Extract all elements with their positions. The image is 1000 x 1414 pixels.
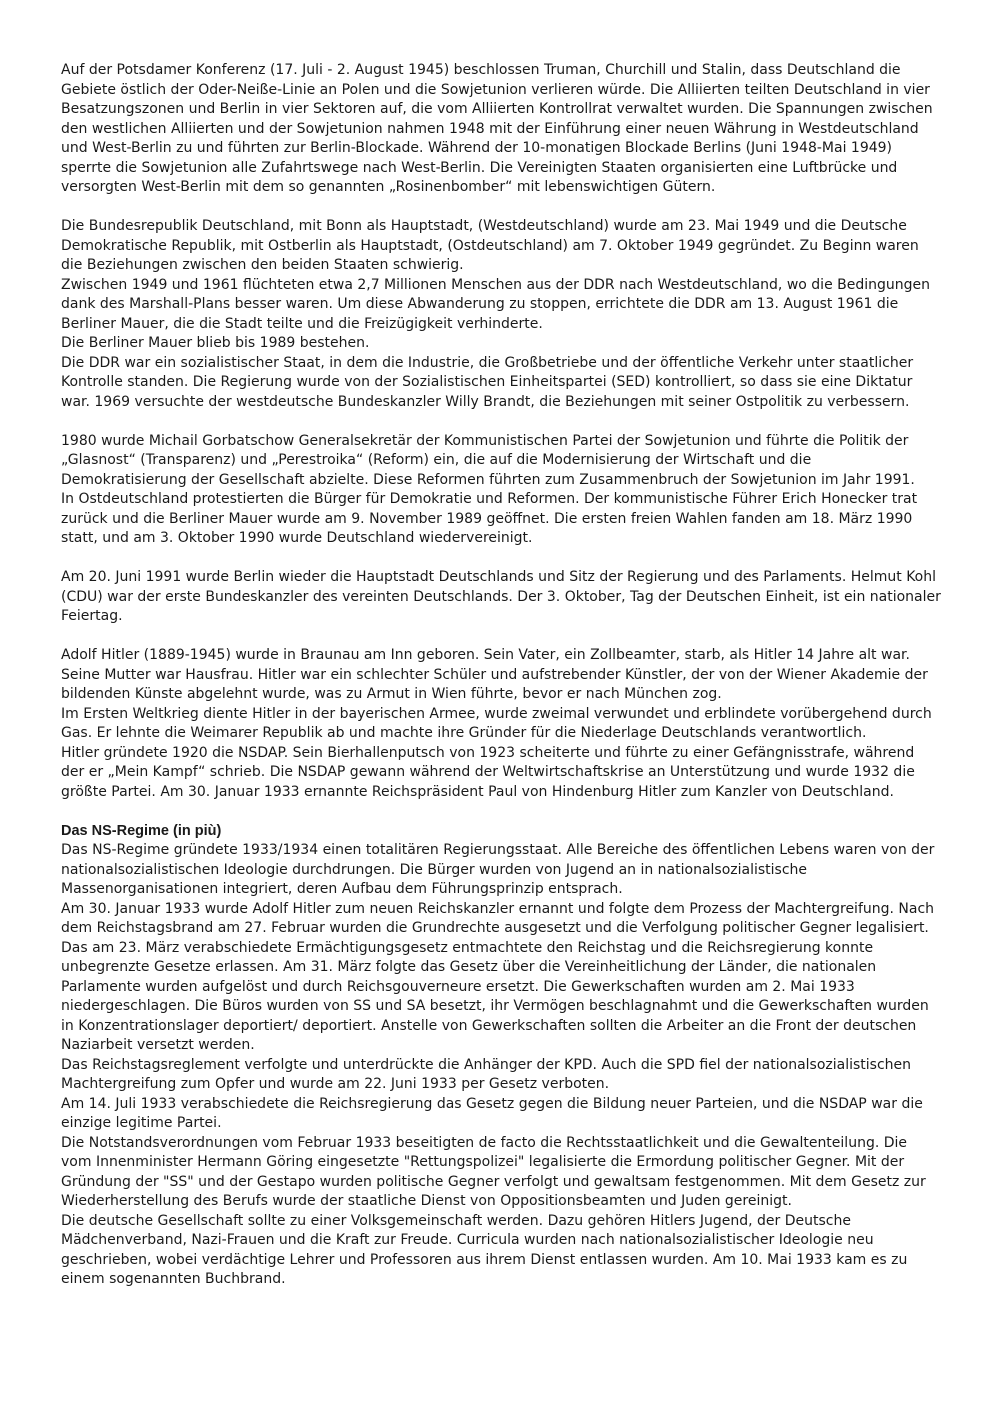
paragraph-brd-ddr (61, 217, 941, 412)
paragraph-line: Zwischen 1949 und 1961 flüchteten etwa 2,7 Millionen Menschen aus der DDR nach Westdeutschland, wo die Bedingungen dank des Marshall-Plans besser waren. Um diese Abwanderung zu stoppen, errichtete die DDR am 13. August 1961 die Berliner Mauer, die die Stadt teilte und die Freizügigkeit verhinderte. (61, 276, 931, 332)
paragraph-line: Am 30. Januar 1933 wurde Adolf Hitler zum neuen Reichskanzler ernannt und folgte dem Prozess der Machtergreifung. Nach dem Reichstagsbrand am 27. Februar wurden die Grundrechte ausgesetzt und die Verfolgung politischer Gegner legalisiert. Das am 23. März verabschiedete Ermächtigungsgesetz entmachtete den Reichstag und die Reichsregierung konnte unbegrenzte Gesetze erlassen. Am 31. März folgte das Gesetz über die Vereinheitlichung der Länder, die nationalen Parlamente wurden aufgelöst und durch Reichsgouverneure ersetzt. Die Gewerkschaften wurden am 2. Mai 1933 niedergeschlagen. Die Büros wurden von SS und SA besetzt, ihr Vermögen beschlagnahmt und die Gewerkschaften wurden in Konzentrationslager deportiert/ deportiert. Anstelle von Gewerkschaften sollten die Arbeiter an die Front der deutschen Naziarbeit versetzt werden. (61, 900, 935, 1053)
paragraph-line: Die Bundesrepublik Deutschland, mit Bonn als Hauptstadt, (Westdeutschland) wurde am 23. Mai 1949 und die Deutsche Demokratische Republik, mit Ostberlin als Hauptstadt, (Ostdeutschland) am 7. Oktober 1949 gegründet. Zu Beginn waren die Beziehungen zwischen den beiden Staaten schwierig. (61, 218, 919, 273)
section-heading: Das NS-Regime (in più) (61, 822, 222, 839)
paragraph-line: In Ostdeutschland protestierten die Bürger für Demokratie und Reformen. Der kommunistische Führer Erich Honecker trat zurück und die Berliner Mauer wurde am 9. November 1989 geöffnet. Die ersten freien Wahlen fanden am 18. März 1990 statt, und am 3. Oktober 1990 wurde Deutschland wiedervereinigt. (61, 491, 918, 546)
paragraph-hitler (61, 646, 941, 802)
paragraph-line: Die Berliner Mauer blieb bis 1989 bestehen. (61, 335, 370, 351)
paragraph-line: Adolf Hitler (1889-1945) wurde in Braunau am Inn geboren. Sein Vater, ein Zollbeamter, starb, als Hitler 14 Jahre alt war. Seine Mutter war Hausfrau. Hitler war ein schlechter Schüler und aufstrebender Künstler, der von der Wiener Akademie der bildenden Künste abgelehnt wurde, was zu Armut in Wien führte, bevor er nach München zog. (61, 647, 928, 702)
paragraph-potsdam (61, 61, 941, 198)
paragraph-line: Im Ersten Weltkrieg diente Hitler in der bayerischen Armee, wurde zweimal verwundet und erblindete vorübergehend durch Gas. Er lehnte die Weimarer Republik ab und machte ihre Gründer für die Niederlage Deutschlands verantwortlich. (61, 705, 932, 741)
paragraph-line: Die DDR war ein sozialistischer Staat, in dem die Industrie, die Großbetriebe und der öffentliche Verkehr unter staatlicher Kontrolle standen. Die Regierung wurde von der Sozialistischen Einheitspartei (SED) kontrolliert, so dass sie eine Diktatur war. 1969 versuchte der westdeutsche Bundeskanzler Willy Brandt, die Beziehungen mit seiner Ostpolitik zu verbessern. (61, 354, 914, 410)
document-page (61, 61, 941, 1290)
paragraph-line: Am 20. Juni 1991 wurde Berlin wieder die Hauptstadt Deutschlands und Sitz der Regierung und des Parlaments. Helmut Kohl (CDU) war der erste Bundeskanzler des vereinten Deutschlands. Der 3. Oktober, Tag der Deutschen Einheit, ist ein nationaler Feiertag. (61, 569, 941, 624)
paragraph-line: Die Notstandsverordnungen vom Februar 1933 beseitigten de facto die Rechtsstaatlichkeit und die Gewaltenteilung. Die vom Innenminister Hermann Göring eingesetzte "Rettungspolizei" legalisierte die Ermordung politischer Gegner. Mit der Gründung der "SS" und der Gestapo wurden politische Gegner verfolgt und gewaltsam festgenommen. Mit dem Gesetz zur Wiederherstellung des Berufs wurde der staatliche Dienst von Oppositionsbeamten und Juden gereinigt. (61, 1134, 926, 1209)
paragraph-line: Die deutsche Gesellschaft sollte zu einer Volksgemeinschaft werden. Dazu gehören Hitlers Jugend, der Deutsche Mädchenverband, Nazi-Frauen und die Kraft zur Freude. Curricula wurden nach nationalsozialistischer Ideologie neu geschrieben, wobei verdächtige Lehrer und Professoren aus ihrem Dienst entlassen wurden. Am 10. Mai 1933 kam es zu einem sogenannten Buchbrand. (61, 1212, 908, 1287)
paragraph-berlin-hauptstadt (61, 568, 941, 627)
paragraph-line: Am 14. Juli 1933 verabschiedete die Reichsregierung das Gesetz gegen die Bildung neuer Parteien, und die NSDAP war die einzige legitime Partei. (61, 1095, 923, 1131)
paragraph-line: Das NS-Regime gründete 1933/1934 einen totalitären Regierungsstaat. Alle Bereiche des öffentlichen Lebens waren von der nationalsozialistischen Ideologie durchdrungen. Die Bürger wurden von Jugend an in nationalsozialistische Massenorganisationen integriert, deren Aufbau dem Führungsprinzip entsprach. (61, 842, 935, 897)
section-ns-regime (61, 822, 941, 1290)
paragraph-gorbatschow (61, 432, 941, 549)
paragraph-line: Hitler gründete 1920 die NSDAP. Sein Bierhallenputsch von 1923 scheiterte und führte zu einer Gefängnisstrafe, während der er „Mein Kampf“ schrieb. Die NSDAP gewann während der Weltwirtschaftskrise an Unterstützung und wurde 1932 die größte Partei. Am 30. Januar 1933 ernannte Reichspräsident Paul von Hindenburg Hitler zum Kanzler von Deutschland. (61, 744, 915, 800)
paragraph-line: Auf der Potsdamer Konferenz (17. Juli - 2. August 1945) beschlossen Truman, Churchill und Stalin, dass Deutschland die Gebiete östlich der Oder-Neiße-Linie an Polen und die Sowjetunion verlieren würde. Die Alliierten teilten Deutschland in vier Besatzungszonen und Berlin in vier Sektoren auf, die vom Alliierten Kontrollrat verwaltet wurden. Die Spannungen zwischen den westlichen Alliierten und der Sowjetunion nahmen 1948 mit der Einführung einer neuen Währung in Westdeutschland und West-Berlin zu und führten zur Berlin-Blockade. Während der 10-monatigen Blockade Berlins (Juni 1948-Mai 1949) sperrte die Sowjetunion alle Zufahrtswege nach West-Berlin. Die Vereinigten Staaten organisierten eine Luftbrücke und versorgten West-Berlin mit dem so genannten „Rosinenbomber“ mit lebenswichtigen Gütern. (61, 62, 933, 195)
paragraph-line: Das Reichstagsreglement verfolgte und unterdrückte die Anhänger der KPD. Auch die SPD fiel der nationalsozialistischen Machtergreifung zum Opfer und wurde am 22. Juni 1933 per Gesetz verboten. (61, 1056, 912, 1092)
paragraph-line: 1980 wurde Michail Gorbatschow Generalsekretär der Kommunistischen Partei der Sowjetunion und führte die Politik der „Glasnost“ (Transparenz) und „Perestroika“ (Reform) ein, die auf die Modernisierung der Wirtschaft und die Demokratisierung der Gesellschaft abzielte. Diese Reformen führten zum Zusammenbruch der Sowjetunion im Jahr 1991. (61, 432, 915, 488)
